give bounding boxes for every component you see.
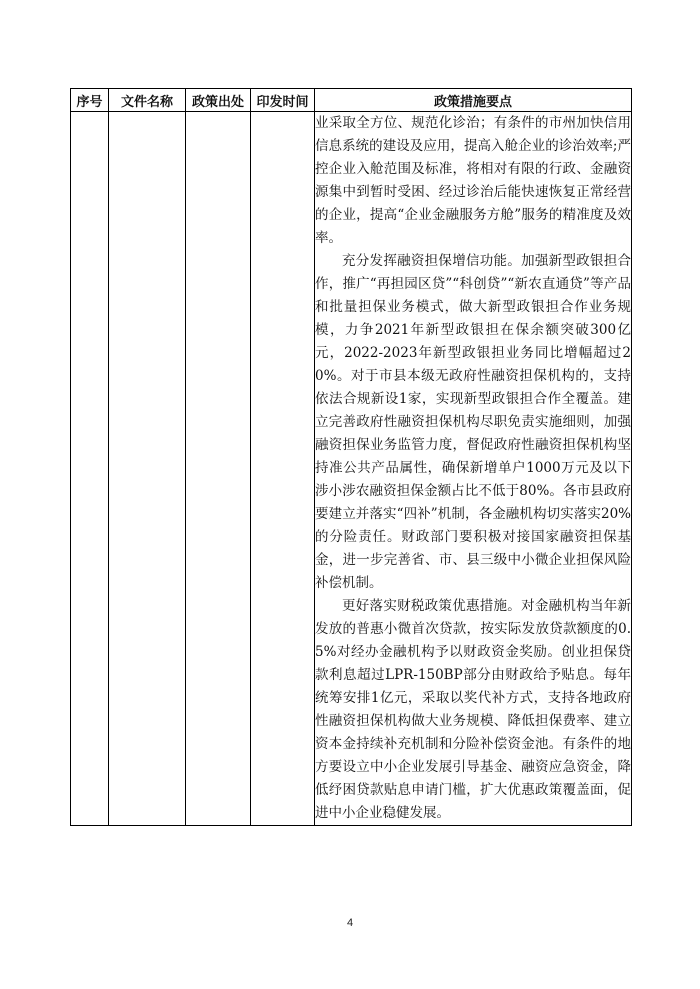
policy-paragraph-continuation: 业采取全方位、规范化诊治；有条件的市州加快信用信息系统的建设及应用，提高入舱企业的诊治效率;严控企业入舱范围及标准，将相对有限的行政、金融资源集中到暂时受困、经过诊治后能快速恢复正常经营的企业，提高“企业金融服务方舱”服务的精准度及效率。 bbox=[315, 115, 631, 246]
header-issue-date: 印发时间 bbox=[251, 89, 315, 112]
policy-paragraph-fiscal: 更好落实财税政策优惠措施。对金融机构当年新发放的普惠小微首次贷款，按实际发放贷款额度的0.5%对经办金融机构予以财政资金奖励。创业担保贷款利息超过LPR-150BP部分由财政给予贴息。每年统筹安排1亿元，采取以奖代补方式，支持各地政府性融资担保机构做大业务规模、降低担保费率、建立资本金持续补充机制和分险补偿资金池。有条件的地方要设立中小企业发展引导基金、融资应急资金，降低纾困贷款贴息申请门槛，扩大优惠政策覆盖面，促进中小企业稳健发展。 bbox=[315, 598, 631, 821]
cell-key-points bbox=[315, 112, 632, 826]
cell-policy-source bbox=[186, 112, 251, 826]
table-row bbox=[71, 112, 632, 826]
header-policy-source: 政策出处 bbox=[186, 89, 251, 112]
cell-issue-date bbox=[251, 112, 315, 826]
cell-seq bbox=[71, 112, 109, 826]
policy-table bbox=[70, 88, 632, 826]
cell-doc-name bbox=[109, 112, 186, 826]
header-doc-name: 文件名称 bbox=[109, 89, 186, 112]
policy-paragraph-guarantee: 充分发挥融资担保增信功能。加强新型政银担合作，推广“再担园区贷”“科创贷”“新农直通贷”等产品和批量担保业务模式，做大新型政银担合作业务规模，力争2021年新型政银担在保余额突破300亿元，2022-2023年新型政银担业务同比增幅超过20%。对于市县本级无政府性融资担保机构的，支持依法合规新设1家，实现新型政银担合作全覆盖。建立完善政府性融资担保机构尽职免责实施细则，加强融资担保业务监管力度，督促政府性融资担保机构坚持准公共产品属性，确保新增单户1000万元及以下涉小涉农融资担保金额占比不低于80%。各市县政府要建立并落实“四补”机制，各金融机构切实落实20%的分险责任。财政部门要积极对接国家融资担保基金，进一步完善省、市、县三级中小微企业担保风险补偿机制。 bbox=[315, 253, 631, 591]
table-header-row bbox=[71, 89, 632, 112]
header-key-points: 政策措施要点 bbox=[315, 89, 632, 112]
header-seq: 序号 bbox=[71, 89, 109, 112]
page-number: 4 bbox=[346, 917, 354, 929]
